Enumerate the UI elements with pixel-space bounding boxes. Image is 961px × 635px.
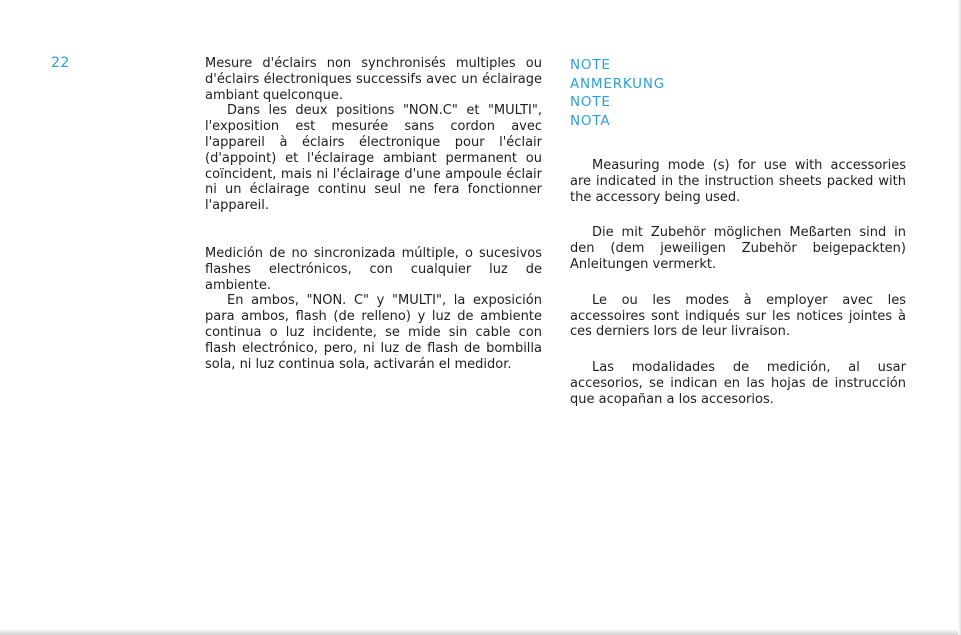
heading-note-spanish: NOTA bbox=[570, 112, 611, 129]
spanish-note-paragraph: Las modalidades de medición, al usar accesorios, se indican en las hojas de instrucción que acopañan a los accesorios. bbox=[570, 360, 906, 407]
spanish-paragraph-1: Medición de no sincronizada múltiple, o sucesivos flashes electrónicos, con cualquier luz de ambiente. bbox=[205, 245, 542, 293]
heading-note-english: NOTE bbox=[570, 57, 611, 73]
heading-note-french: NOTE bbox=[570, 94, 611, 110]
section-gap bbox=[205, 214, 542, 246]
french-note-paragraph: Le ou les modes à employer avec les accessoires sont indiqués sur les notices jointes à ces derniers lors de leur livraison. bbox=[570, 292, 906, 340]
spanish-paragraph-2: En ambos, "NON. C" y "MULTI", la exposición para ambos, flash (de relleno) y luz de ambiente continua o luz incidente, se mide sin cable con flash electrónico, pero, ni luz de flash de bombilla sola, ni luz continua sola, activarán el medidor. bbox=[205, 293, 542, 372]
french-paragraph-2: Dans les deux positions "NON.C" et "MULTI", l'exposition est mesurée sans cordon avec l'appareil à éclairs électronique pour l'éclair (d'appoint) et l'éclairage ambiant permanent ou coïncident, mais ni l'éclairage d'une ampoule éclair ni un éclairage continu seul ne fera fonctionner l'appareil. bbox=[205, 103, 542, 214]
note-headings bbox=[570, 56, 906, 130]
scan-bottom-edge bbox=[0, 629, 961, 635]
left-column bbox=[205, 56, 542, 372]
english-note-paragraph: Measuring mode (s) for use with accessories are indicated in the instruction sheets packed with the accessory being used. bbox=[570, 158, 906, 205]
page-number: 22 bbox=[51, 55, 70, 71]
heading-note-german: ANMERKUNG bbox=[570, 75, 666, 92]
german-note-paragraph: Die mit Zubehör möglichen Meßarten sind in den (dem jeweiligen Zubehör beigepackten) Anleitungen vermerkt. bbox=[570, 225, 906, 272]
right-column bbox=[570, 56, 906, 428]
french-paragraph-1: Mesure d'éclairs non synchronisés multiples ou d'éclairs électroniques successifs avec un éclairage ambiant quelconque. bbox=[205, 56, 542, 103]
